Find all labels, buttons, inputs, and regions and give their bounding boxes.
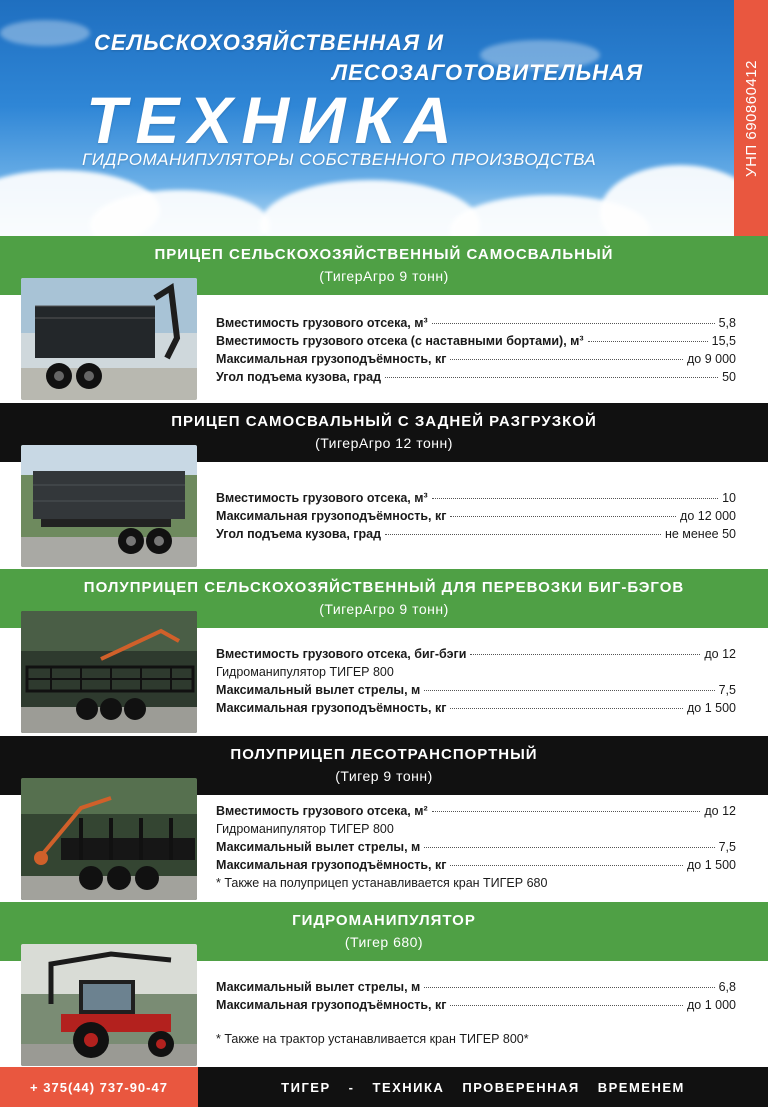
spec-row: Вместимость грузового отсека, биг-бэги до 12	[216, 647, 736, 661]
spec-row: Максимальная грузоподъёмность, кг до 9 000	[216, 352, 736, 366]
section-title: ПОЛУПРИЦЕП ЛЕСОТРАНСПОРТНЫЙ	[230, 746, 538, 763]
section-model: (ТигерАгро 12 тонн)	[315, 435, 453, 451]
unp-badge	[734, 0, 768, 236]
section-3-specs	[216, 647, 736, 719]
section-model: (ТигерАгро 9 тонн)	[319, 601, 449, 617]
trailer-rear-dump-photo	[21, 445, 197, 567]
timber-semitrailer-photo	[21, 778, 197, 900]
section-title: ПРИЦЕП САМОСВАЛЬНЫЙ С ЗАДНЕЙ РАЗГРУЗКОЙ	[171, 413, 597, 430]
spec-row: Вместимость грузового отсека, м² до 12	[216, 804, 736, 818]
spec-row: Максимальная грузоподъёмность, кг до 1 500	[216, 858, 736, 872]
spec-row: Максимальная грузоподъёмность, кг до 1 000	[216, 998, 736, 1012]
slogan-word: ТИГЕР	[281, 1079, 331, 1095]
section-model: (ТигерАгро 9 тонн)	[319, 268, 449, 284]
hero-banner	[0, 0, 768, 236]
hero-title-line2: ЛЕСОЗАГОТОВИТЕЛЬНАЯ	[332, 60, 643, 85]
spec-row: Вместимость грузового отсека, м³ 10	[216, 491, 736, 505]
section-title: ПОЛУПРИЦЕП СЕЛЬСКОХОЗЯЙСТВЕННЫЙ ДЛЯ ПЕРЕВОЗКИ БИГ-БЭГОВ	[83, 579, 685, 596]
bigbag-semitrailer-photo	[21, 611, 197, 733]
spec-note: Гидроманипулятор ТИГЕР 800	[216, 822, 394, 836]
section-title: ПРИЦЕП СЕЛЬСКОХОЗЯЙСТВЕННЫЙ САМОСВАЛЬНЫЙ	[154, 246, 614, 263]
spec-footnote: * Также на трактор устанавливается кран ТИГЕР 800*	[216, 1032, 529, 1046]
spec-row: Максимальный вылет стрелы, м 6,8	[216, 980, 736, 994]
trailer-dump-photo	[21, 278, 197, 400]
section-4-specs	[216, 804, 736, 894]
footer-slogan	[198, 1067, 768, 1107]
spec-row: Максимальный вылет стрелы, м 7,5	[216, 683, 736, 697]
unp-text: УНП 690860412	[742, 59, 760, 177]
slogan-word: ТЕХНИКА	[372, 1079, 445, 1095]
hero-subtitle: ГИДРОМАНИПУЛЯТОРЫ СОБСТВЕННОГО ПРОИЗВОДСТВА	[82, 150, 597, 169]
slogan-word: -	[348, 1079, 355, 1095]
hero-title-line1: СЕЛЬСКОХОЗЯЙСТВЕННАЯ И	[94, 30, 445, 55]
section-5-notes	[216, 1032, 736, 1050]
spec-row: Максимальная грузоподъёмность, кг до 1 500	[216, 701, 736, 715]
section-title: ГИДРОМАНИПУЛЯТОР	[292, 912, 476, 929]
spec-row: Угол подъема кузова, град 50	[216, 370, 736, 384]
spec-row: Максимальная грузоподъёмность, кг до 12 000	[216, 509, 736, 523]
spec-note: Гидроманипулятор ТИГЕР 800	[216, 665, 394, 679]
section-5-specs	[216, 980, 736, 1016]
cloud-decoration	[0, 20, 90, 46]
slogan-word: ПРОВЕРЕННАЯ	[462, 1079, 580, 1095]
cloud-decoration	[260, 180, 480, 236]
slogan-word: ВРЕМЕНЕМ	[597, 1079, 685, 1095]
spec-row: Вместимость грузового отсека (с наставными бортами), м³ 15,5	[216, 334, 736, 348]
phone-number[interactable]: + 375(44) 737-90-47	[0, 1067, 198, 1107]
section-model: (Тигер 680)	[344, 934, 424, 950]
spec-row: Вместимость грузового отсека, м³ 5,8	[216, 316, 736, 330]
spec-row: Максимальный вылет стрелы, м 7,5	[216, 840, 736, 854]
section-1-specs	[216, 316, 736, 388]
section-2-specs	[216, 491, 736, 545]
tractor-crane-photo	[21, 944, 197, 1066]
spec-footnote: * Также на полуприцеп устанавливается кран ТИГЕР 680	[216, 876, 548, 890]
section-model: (Тигер 9 тонн)	[335, 768, 433, 784]
hero-main-title: ТЕХНИКА	[86, 83, 461, 157]
spec-row: Угол подъема кузова, град не менее 50	[216, 527, 736, 541]
